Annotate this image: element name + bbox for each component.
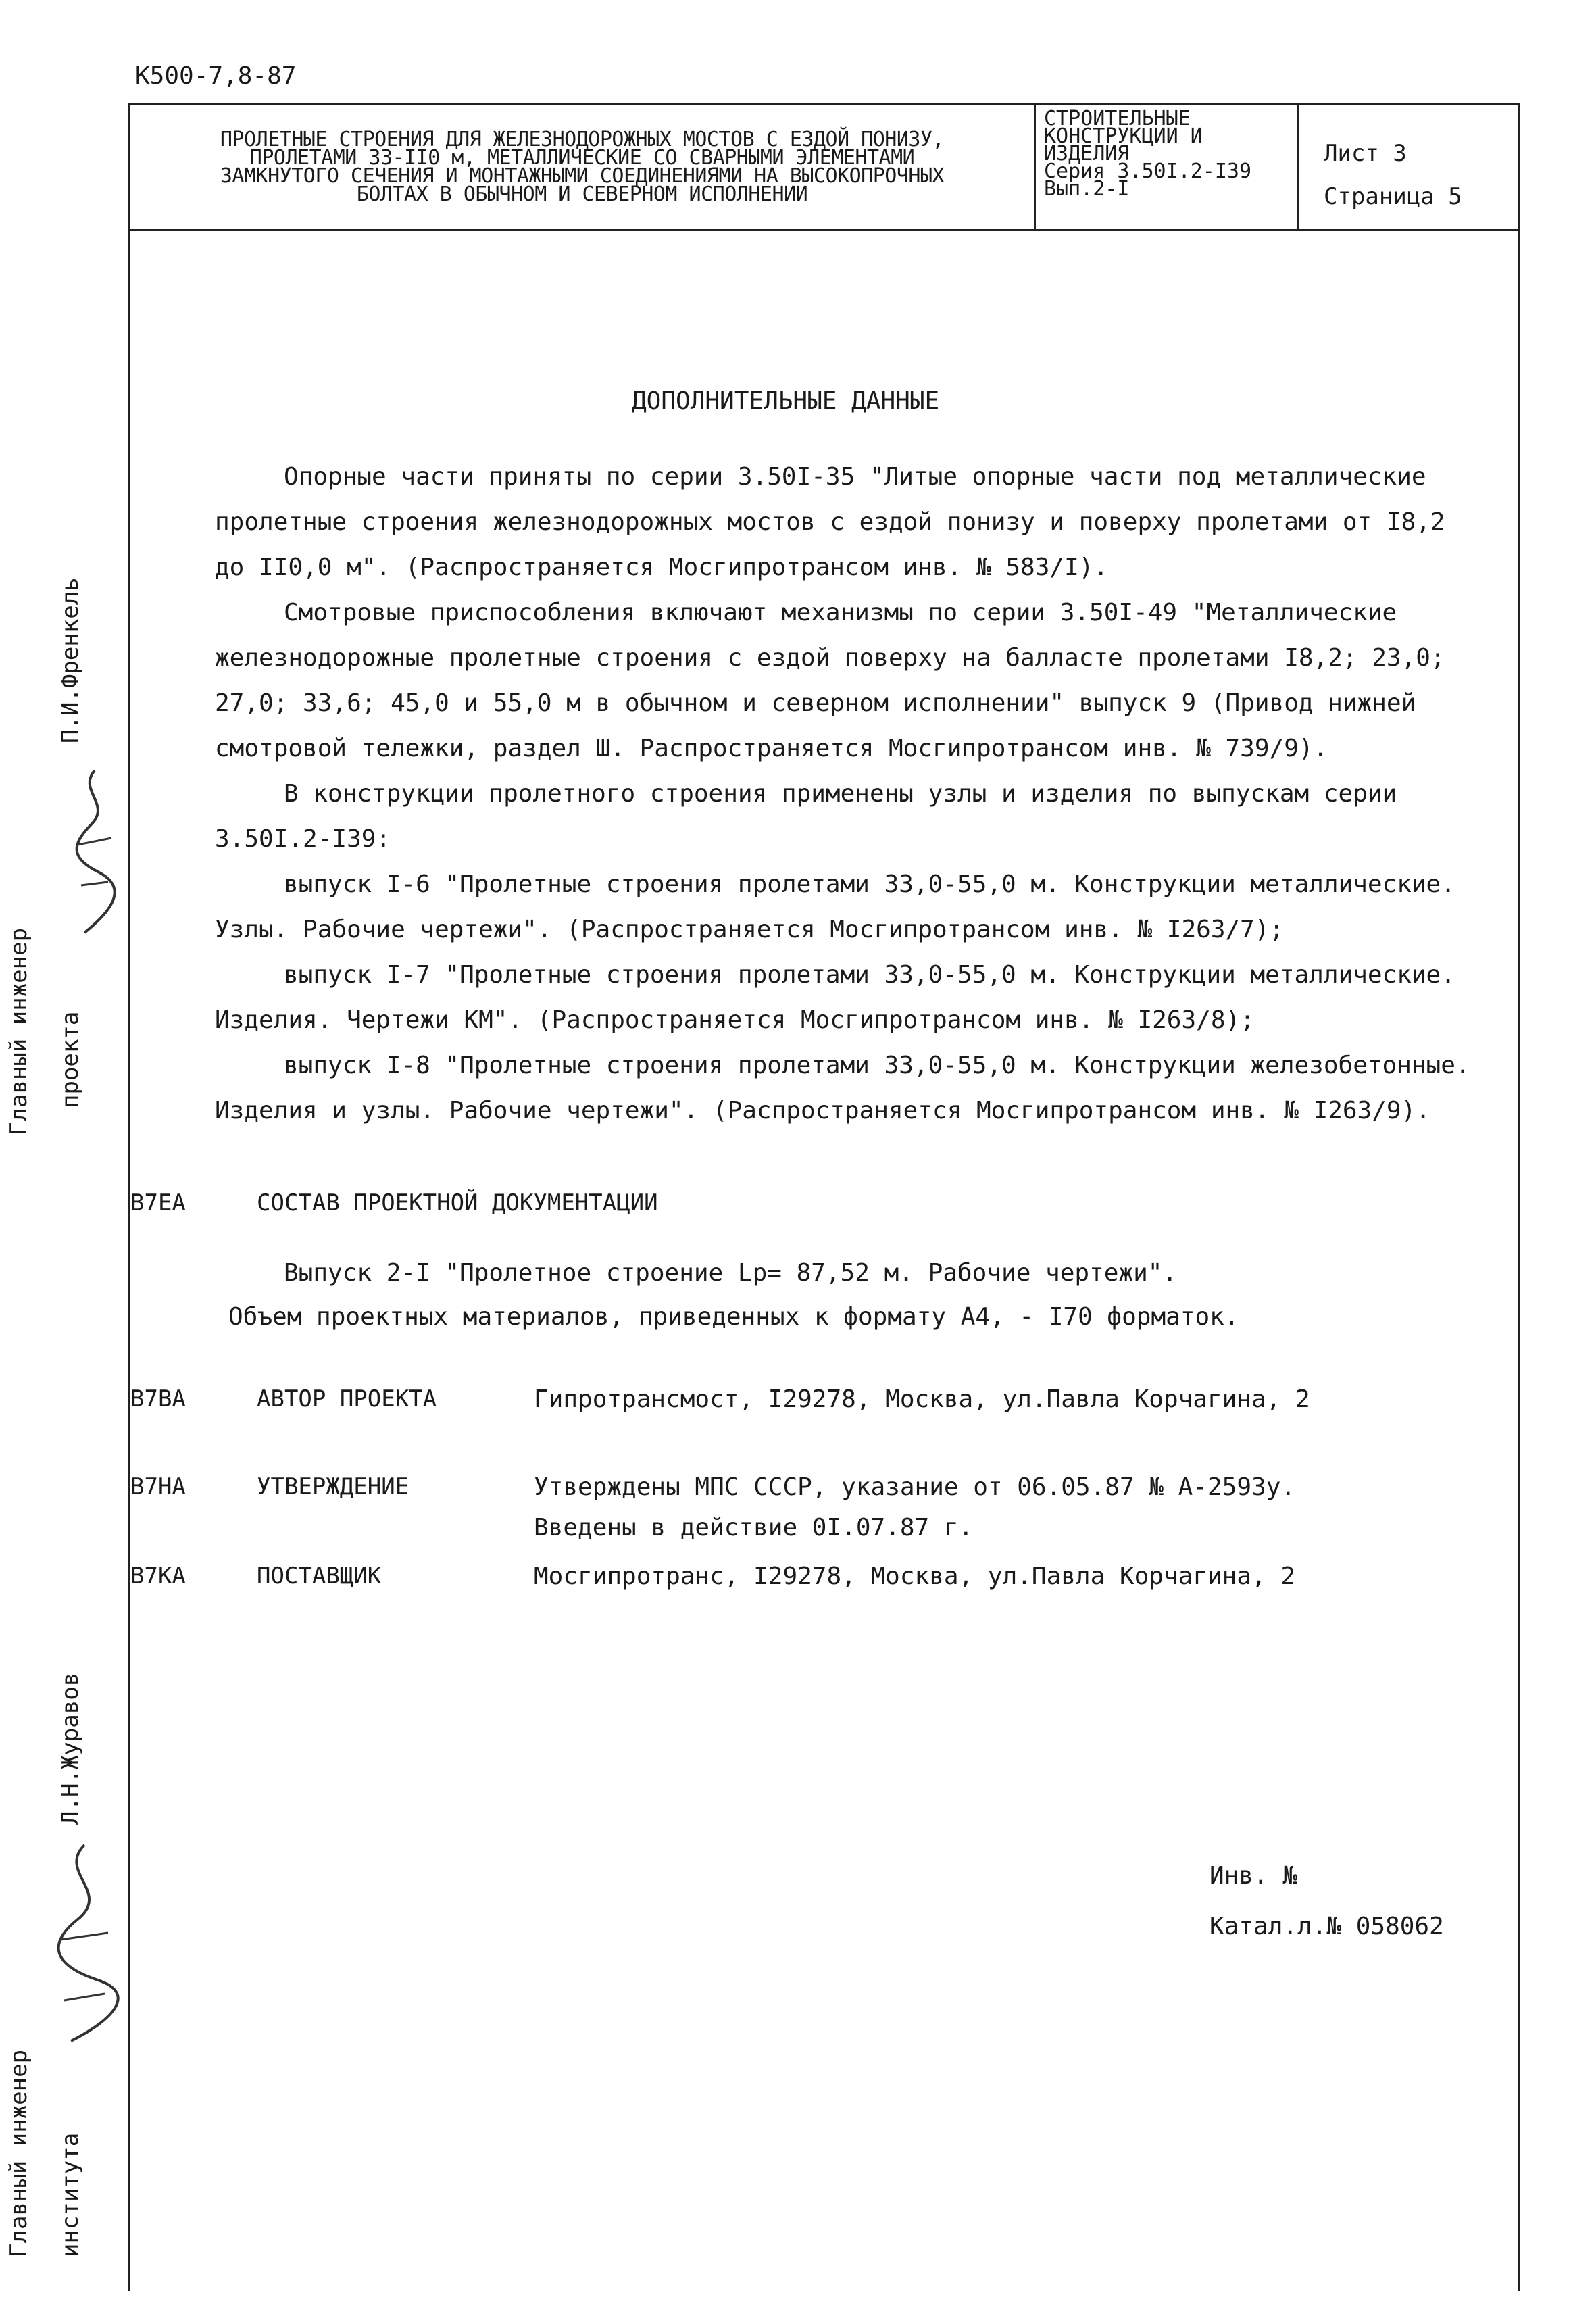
body-line: В конструкции пролетного строения применены узлы и изделия по выпускам серии xyxy=(284,780,1397,808)
composition-line: Объем проектных материалов, приведенных к формату А4, - I70 форматок. xyxy=(228,1303,1239,1331)
signature-icon xyxy=(64,764,125,939)
body-line: 27,0; 33,6; 45,0 и 55,0 м в обычном и северном исполнении" выпуск 9 (Привод нижней xyxy=(215,689,1416,717)
stamp-name: П.И.Френкель xyxy=(57,577,84,743)
stamp-role: проекта xyxy=(57,1011,84,1108)
body-line: выпуск I-8 "Пролетные строения пролетами 33,0-55,0 м. Конструкции железобетонные. xyxy=(284,1052,1470,1079)
body-line: Изделия и узлы. Рабочие чертежи". (Распространяется Мосгипротрансом инв. № I263/9). xyxy=(215,1097,1430,1125)
series-line: СТРОИТЕЛЬНЫЕ xyxy=(1044,107,1191,130)
code-b7ka: В7КА xyxy=(130,1562,186,1590)
title-line: БОЛТАХ В ОБЫЧНОМ И СЕВЕРНОМ ИСПОЛНЕНИИ xyxy=(356,182,808,206)
body-line: выпуск I-7 "Пролетные строения пролетами 33,0-55,0 м. Конструкции металлические. xyxy=(284,961,1455,989)
title-line: ПРОЛЕТНЫЕ СТРОЕНИЯ ДЛЯ ЖЕЛЕЗНОДОРОЖНЫХ МОСТОВ С ЕЗДОЙ ПОНИЗУ, xyxy=(220,128,945,151)
document-title xyxy=(130,105,1036,229)
approval-value: Введены в действие 0I.07.87 г. xyxy=(534,1514,974,1542)
body-line: смотровой тележки, раздел Ш. Распространяется Мосгипротрансом инв. № 739/9). xyxy=(215,735,1328,762)
series-line: КОНСТРУКЦИИ И xyxy=(1044,124,1203,148)
document-code: К500-7,8-87 xyxy=(135,62,297,90)
body-line: Изделия. Чертежи КМ". (Распространяется Мосгипротрансом инв. № I263/8); xyxy=(215,1006,1255,1034)
title-line: ПРОЛЕТАМИ 33-II0 м, МЕТАЛЛИЧЕСКИЕ СО СВАРНЫМИ ЭЛЕМЕНТАМИ xyxy=(249,146,915,170)
composition-label: СОСТАВ ПРОЕКТНОЙ ДОКУМЕНТАЦИИ xyxy=(257,1189,658,1216)
code-b7ea: В7ЕА xyxy=(130,1189,186,1216)
title-block xyxy=(128,103,1520,231)
body-line: пролетные строения железнодорожных мостов с ездой понизу и поверху пролетами от I8,2 xyxy=(215,508,1445,536)
composition-line: Выпуск 2-I "Пролетное строение Lp= 87,52 м. Рабочие чертежи". xyxy=(284,1259,1178,1287)
supplier-value: Мосгипротранс, I29278, Москва, ул.Павла Корчагина, 2 xyxy=(534,1562,1296,1590)
author-value: Гипротрансмост, I29278, Москва, ул.Павла Корчагина, 2 xyxy=(534,1385,1310,1413)
page-number: Страница 5 xyxy=(1324,183,1462,210)
body-line: Опорные части приняты по серии 3.50I-35 "Литые опорные части под металлические xyxy=(284,463,1426,491)
title-line: ЗАМКНУТОГО СЕЧЕНИЯ И МОНТАЖНЫМИ СОЕДИНЕНИЯМИ НА ВЫСОКОПРОЧНЫХ xyxy=(220,164,945,188)
series-line: ИЗДЕЛИЯ xyxy=(1044,142,1130,166)
sheet-number: Лист 3 xyxy=(1324,140,1407,167)
series-line: Серия 3.50I.2-I39 xyxy=(1044,159,1252,183)
body-line: до II0,0 м". (Распространяется Мосгипротрансом инв. № 583/I). xyxy=(215,553,1109,581)
series-line: Вып.2-I xyxy=(1044,177,1130,201)
stamp-role: Главный инженер xyxy=(5,2049,32,2257)
frame-left-border xyxy=(128,230,130,2291)
signature-icon xyxy=(44,1838,125,2048)
body-line: 3.50I.2-I39: xyxy=(215,825,391,853)
approval-label: УТВЕРЖДЕНИЕ xyxy=(257,1473,409,1500)
approval-value: Утверждены МПС СССР, указание от 06.05.87 № А-2593у. xyxy=(534,1473,1296,1501)
catalog-number: Катал.л.№ 058062 xyxy=(1210,1913,1444,1940)
body-line: железнодорожные пролетные строения с ездой поверху на балласте пролетами I8,2; 23,0; xyxy=(215,644,1445,672)
author-label: АВТОР ПРОЕКТА xyxy=(257,1385,437,1412)
sheet-cell xyxy=(1299,105,1522,229)
frame-right-border xyxy=(1518,103,1520,2291)
code-b7ba: В7ВА xyxy=(130,1385,186,1412)
series-cell xyxy=(1036,105,1299,229)
body-line: выпуск I-6 "Пролетные строения пролетами 33,0-55,0 м. Конструкции металлические. xyxy=(284,870,1455,898)
code-b7ha: В7НА xyxy=(130,1473,186,1500)
stamp-name: Л.Н.Журавов xyxy=(57,1672,84,1825)
stamp-role: Главный инженер xyxy=(5,927,32,1135)
body-line: Узлы. Рабочие чертежи". (Распространяется Мосгипротрансом инв. № I263/7); xyxy=(215,916,1285,943)
stamp-role: института xyxy=(57,2132,84,2257)
section-title: ДОПОЛНИТЕЛЬНЫЕ ДАННЫЕ xyxy=(632,387,940,415)
body-line: Смотровые приспособления включают механизмы по серии 3.50I-49 "Металлические xyxy=(284,599,1397,626)
inventory-number: Инв. № xyxy=(1210,1862,1298,1890)
supplier-label: ПОСТАВЩИК xyxy=(257,1562,382,1590)
